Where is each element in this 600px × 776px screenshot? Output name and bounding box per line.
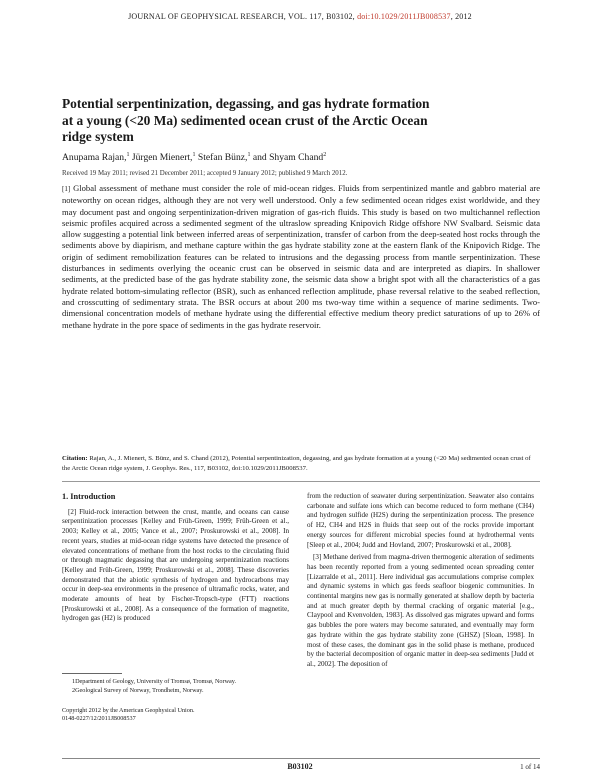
citation-label: Citation: — [62, 455, 88, 462]
copyright-notice — [62, 707, 289, 724]
abstract — [62, 183, 540, 331]
citation-text: Rajan, A., J. Mienert, S. Bünz, and S. Chand (2012), Potential serpentinization, degassing, and gas hydrate formation at a young (<20 Ma) sedimented ocean crust of the Arctic Ocean ridge system, J. Geophys. Res., 117, B03102, doi:10.1029/2011JB008537. — [62, 455, 531, 472]
paragraph-marker: [1] — [62, 185, 71, 193]
author-name: Anupama Rajan, — [62, 152, 127, 164]
affiliation-mark: 1 — [247, 152, 251, 158]
affiliation-mark: 1 — [192, 152, 196, 158]
section-divider — [62, 481, 540, 482]
footnotes — [62, 673, 289, 695]
body-paragraph: from the reduction of seawater during serpentinization. Seawater also contains carbonate and sulfate ions which can become reduced to form methane (CH4) and hydrogen sulfide (H2S) during the serpentinization process. The presence of H2, CH4 and H2S in fluids that seep out of the rocks provide important energy sources for different microbial species found at hydrothermal vents [Sleep et al., 2004; Judd and Hovland, 2007; Proskurowski et al., 2008]. — [307, 492, 534, 549]
affiliation-mark: 1 — [126, 152, 130, 158]
citation-block — [62, 454, 540, 473]
right-column — [307, 492, 534, 670]
article-id: B03102 — [287, 762, 313, 771]
section-heading: 1. Introduction — [62, 492, 116, 501]
copyright-line: Copyright 2012 by the American Geophysical Union. — [62, 707, 195, 714]
page-number: 1 of 14 — [520, 763, 540, 771]
left-column — [62, 492, 289, 624]
author-name: and Shyam Chand — [252, 152, 324, 164]
doi-link[interactable]: doi:10.1029/2011JB008537 — [357, 12, 451, 21]
abstract-text: Global assessment of methane must consider the role of mid-ocean ridges. Fluids from serpentinized mantle and gabbro material are noteworthy on ocean ridges, although they are not very well understood. Only a few sedimented ocean ridges exist worldwide, and they may document past and ongoing serpentinization-driven migration of gas-rich fluids. This study is based on two multichannel reflection seismic profiles acquired across a sedimented segment of the ultraslow spreading Knipovich Ridge offshore NW Svalbard. Seismic data allow suggesting a potential link between inferred areas of serpentinization, transfer of carbon from the deep-seated host rocks through the sediments above by diapirism, and methane capture within the gas hydrate stability zone at the eastern flank of the Knipovich Ridge. The origin of sediment remobilization features can be related to intrusions and the degassing process from mantle serpentinization. These disturbances in sediments overlying the oceanic crust can be observed in seismic data and are interpreted as diapirs. In shallower sediments, at the predicted base of the gas hydrate stability zone, the seismic data show a bright spot with all the characteristics of a gas hydrate related bottom-simulating reflector (BSR), such as enhanced reflection amplitude, phase reversal relative to the seabed reflection, and crosscutting of sedimentary strata. The BSR occurs at about 200 ms two-way time within a sequence of marine sediments. Two-dimensional concentration models of methane hydrate using the differential effective medium theory predict saturations of up to 26% of methane hydrate in the pore space of sediments in the gas hydrate reservoir. — [62, 183, 541, 330]
body-paragraph: [2] Fluid-rock interaction between the crust, mantle, and oceans can cause serpentinization processes [Kelley and Früh-Green, 1999; Früh-Green et al., 2003; Kelley et al., 2005; Vance et al., 2007; Proskurowski et al., 2008]. In recent years, studies at mid-ocean ridge systems have detected the presence of elevated concentrations of methane from the host rocks to the circulating fluid or through magmatic degassing that are undergoing serpentinization reactions [Kelley and Früh-Green, 1999; Proskurowski et al., 2008]. These discoveries demonstrated that the abiotic synthesis of hydrogen and hydrocarbons may occur in deep-sea environments in the presence of ultramafic rocks, water, and moderate amounts of heat by Fischer-Tropsch-type (FTT) reactions [Proskurowski et al., 2008]. As a consequence of the formation of magnetite, hydrogen gas (H2) is produced — [62, 507, 289, 623]
footer-divider — [62, 758, 540, 759]
affiliation-mark: 2 — [323, 152, 327, 158]
footnote: 1Department of Geology, University of Tromsø, Tromsø, Norway. — [72, 678, 237, 685]
running-header — [0, 12, 600, 21]
journal-name: JOURNAL OF GEOPHYSICAL RESEARCH, VOL. 117, B03102, — [128, 12, 355, 21]
paper-title: Potential serpentinization, degassing, and gas hydrate formation at a young (<20 Ma) sedimented ocean crust of the Arctic Ocean ridge system — [62, 96, 430, 144]
body-paragraph: [3] Methane derived from magma-driven thermogenic alteration of sediments has been recently reported from a young sedimented ocean spreading center [Lizarralde et al., 2011]. Here individual gas accumulations comprise complex and dynamic systems in which gas feeds seafloor biogenic communities. In continental margins new gas is normally generated at shallow depth by bacteria and at much greater depth by thermal cracking of organic material [e.g., Claypool and Kvenvolden, 1983]. As dissolved gas migrates upward and forms gas bubbles the pore waters may become saturated, and eventually may form gas hydrate within the gas hydrate stability zone (GHSZ) [Sloan, 1998]. In most of these cases, the dominant gas in the solid phase is methane, produced by the bacterial decomposition of organic matter in deep-sea sediments [Judd et al., 2002]. The deposition of — [307, 553, 534, 668]
header-year: , 2012 — [450, 12, 472, 21]
author-name: Stefan Bünz, — [197, 152, 248, 164]
footnote: 2Geological Survey of Norway, Trondheim, Norway. — [72, 686, 204, 694]
author-name: Jürgen Mienert, — [131, 152, 193, 164]
footnote-divider — [62, 673, 122, 674]
received-dates: Received 19 May 2011; revised 21 December 2011; accepted 9 January 2012; published 9 March 2012. — [62, 170, 348, 177]
author-list — [62, 152, 542, 163]
issn-line: 0148-0227/12/2011JB008537 — [62, 715, 136, 723]
